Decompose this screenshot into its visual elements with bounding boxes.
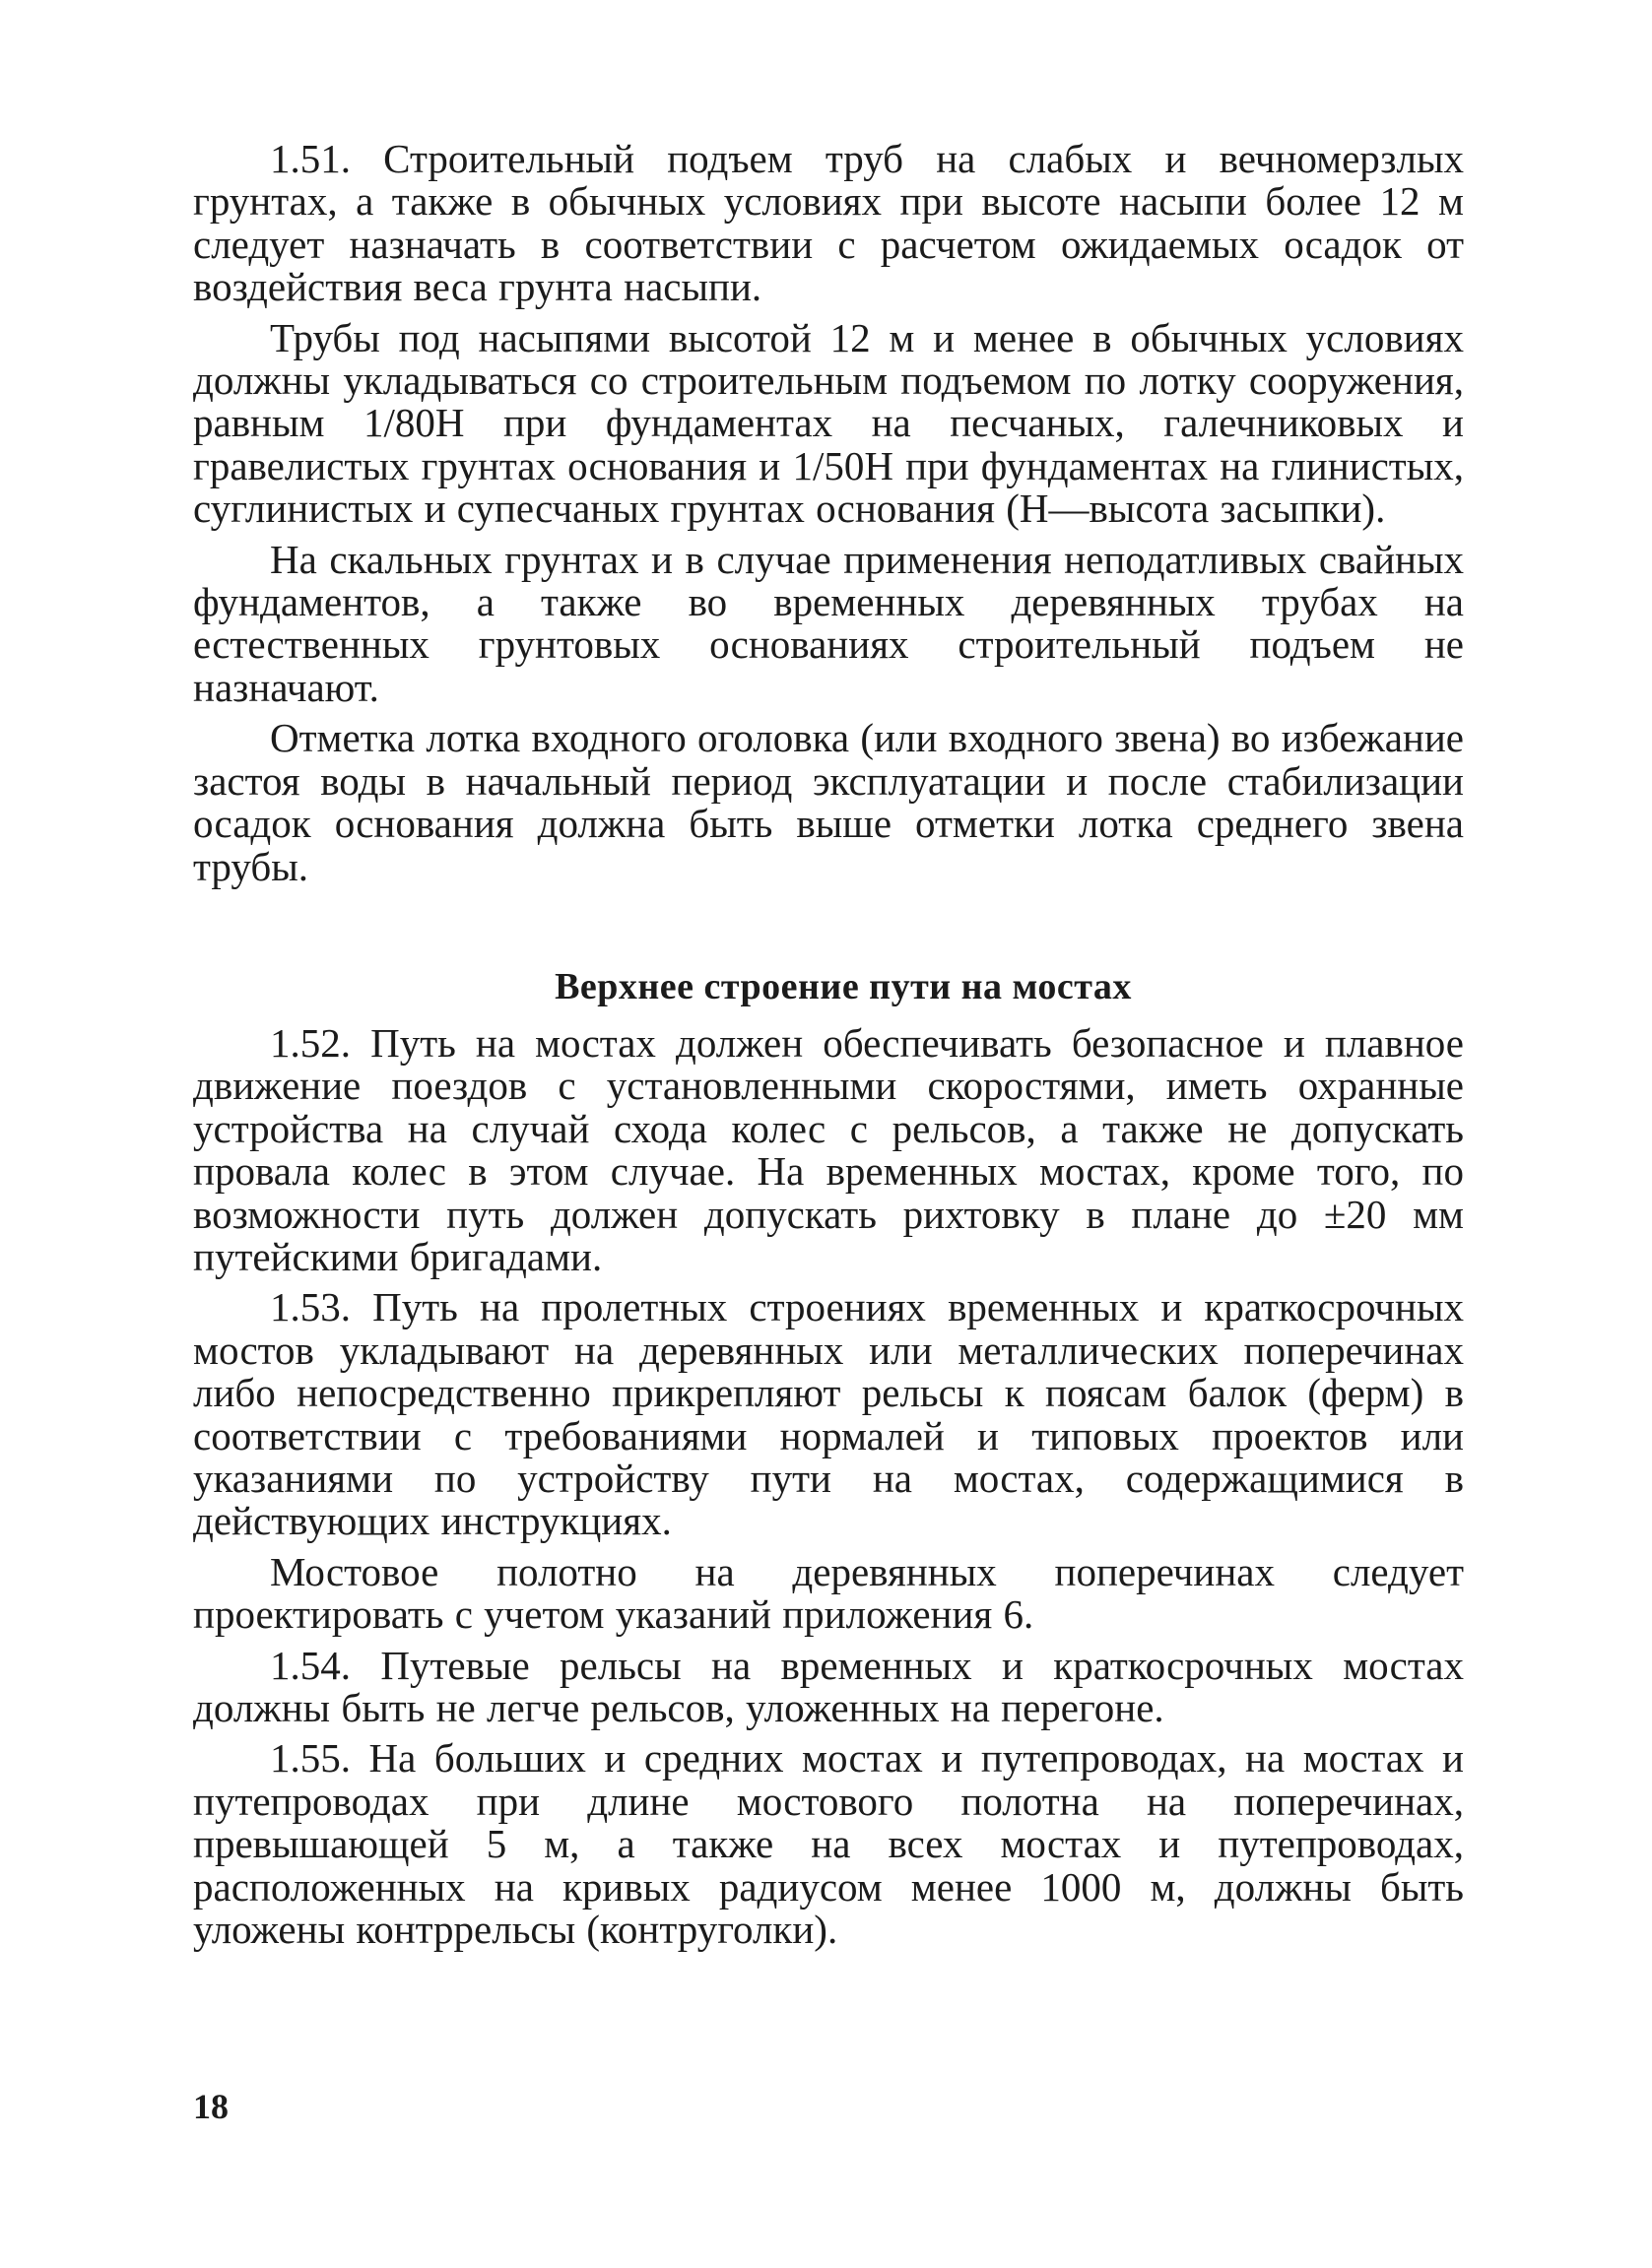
document-page — [193, 138, 1464, 1951]
paragraph-tray-mark: Отметка лотка входного оголовка (или входного звена) во избежание застоя воды в начальный период эксплуатации и после стабилизации осадок основания должна быть выше отметки лотка среднего звена трубы. — [193, 715, 1464, 889]
paragraph-pipe-camber: Трубы под насыпями высотой 12 м и менее в обычных условиях должны укладываться со строительным подъемом по лотку сооружения, равным 1/80Н при фундаментах на песчаных, галечниковых и гравелистых грунтах основания и 1/50Н при фундаментах на глинистых, суглинистых и супесчаных грунтах основания (Н—высота засыпки). — [193, 314, 1464, 532]
page-number: 18 — [193, 2087, 229, 2126]
paragraph-1-54: 1.54. Путевые рельсы на временных и краткосрочных мостах должны быть не легче рельсов, уложенных на перегоне. — [193, 1642, 1464, 1730]
paragraph-1-53: 1.53. Путь на пролетных строениях временных и краткосрочных мостов укладывают на деревянных или металлических поперечинах либо непосредственно прикрепляют рельсы к поясам балок (ферм) в соответствии с требованиями нормалей и типовых проектов или указаниями по устройству пути на мостах, содержащимися в действующих инструкциях. — [193, 1284, 1464, 1544]
paragraph-rock-soils: На скальных грунтах и в случае применения неподатливых свайных фундаментов, а также во временных деревянных трубах на естественных грунтовых основаниях строительный подъем не назначают. — [193, 536, 1464, 710]
paragraph-1-55: 1.55. На больших и средних мостах и путепроводах, на мостах и путепроводах при длине мостового полотна на поперечинах, превышающей 5 м, а также на всех мостах и путепроводах, расположенных на кривых радиусом менее 1000 м, должны быть уложены контррельсы (контруголки). — [193, 1735, 1464, 1953]
section-heading: Верхнее строение пути на мостах — [555, 965, 1132, 1007]
paragraph-bridge-deck: Мостовое полотно на деревянных поперечинах следует проектировать с учетом указаний приложения 6. — [193, 1548, 1464, 1638]
paragraph-1-51: 1.51. Строительный подъем труб на слабых и вечномерзлых грунтах, а также в обычных условиях при высоте насыпи более 12 м следует назначать в соответствии с расчетом ожидаемых осадок от воздействия веса грунта насыпи. — [193, 136, 1464, 310]
paragraph-1-52: 1.52. Путь на мостах должен обеспечивать безопасное и плавное движение поездов с установленными скоростями, иметь охранные устройства на случай схода колес с рельсов, а также не допускать провала колес в этом случае. На временных мостах, кроме того, по возможности путь должен допускать рихтовку в плане до ±20 мм путейскими бригадами. — [193, 1019, 1464, 1279]
